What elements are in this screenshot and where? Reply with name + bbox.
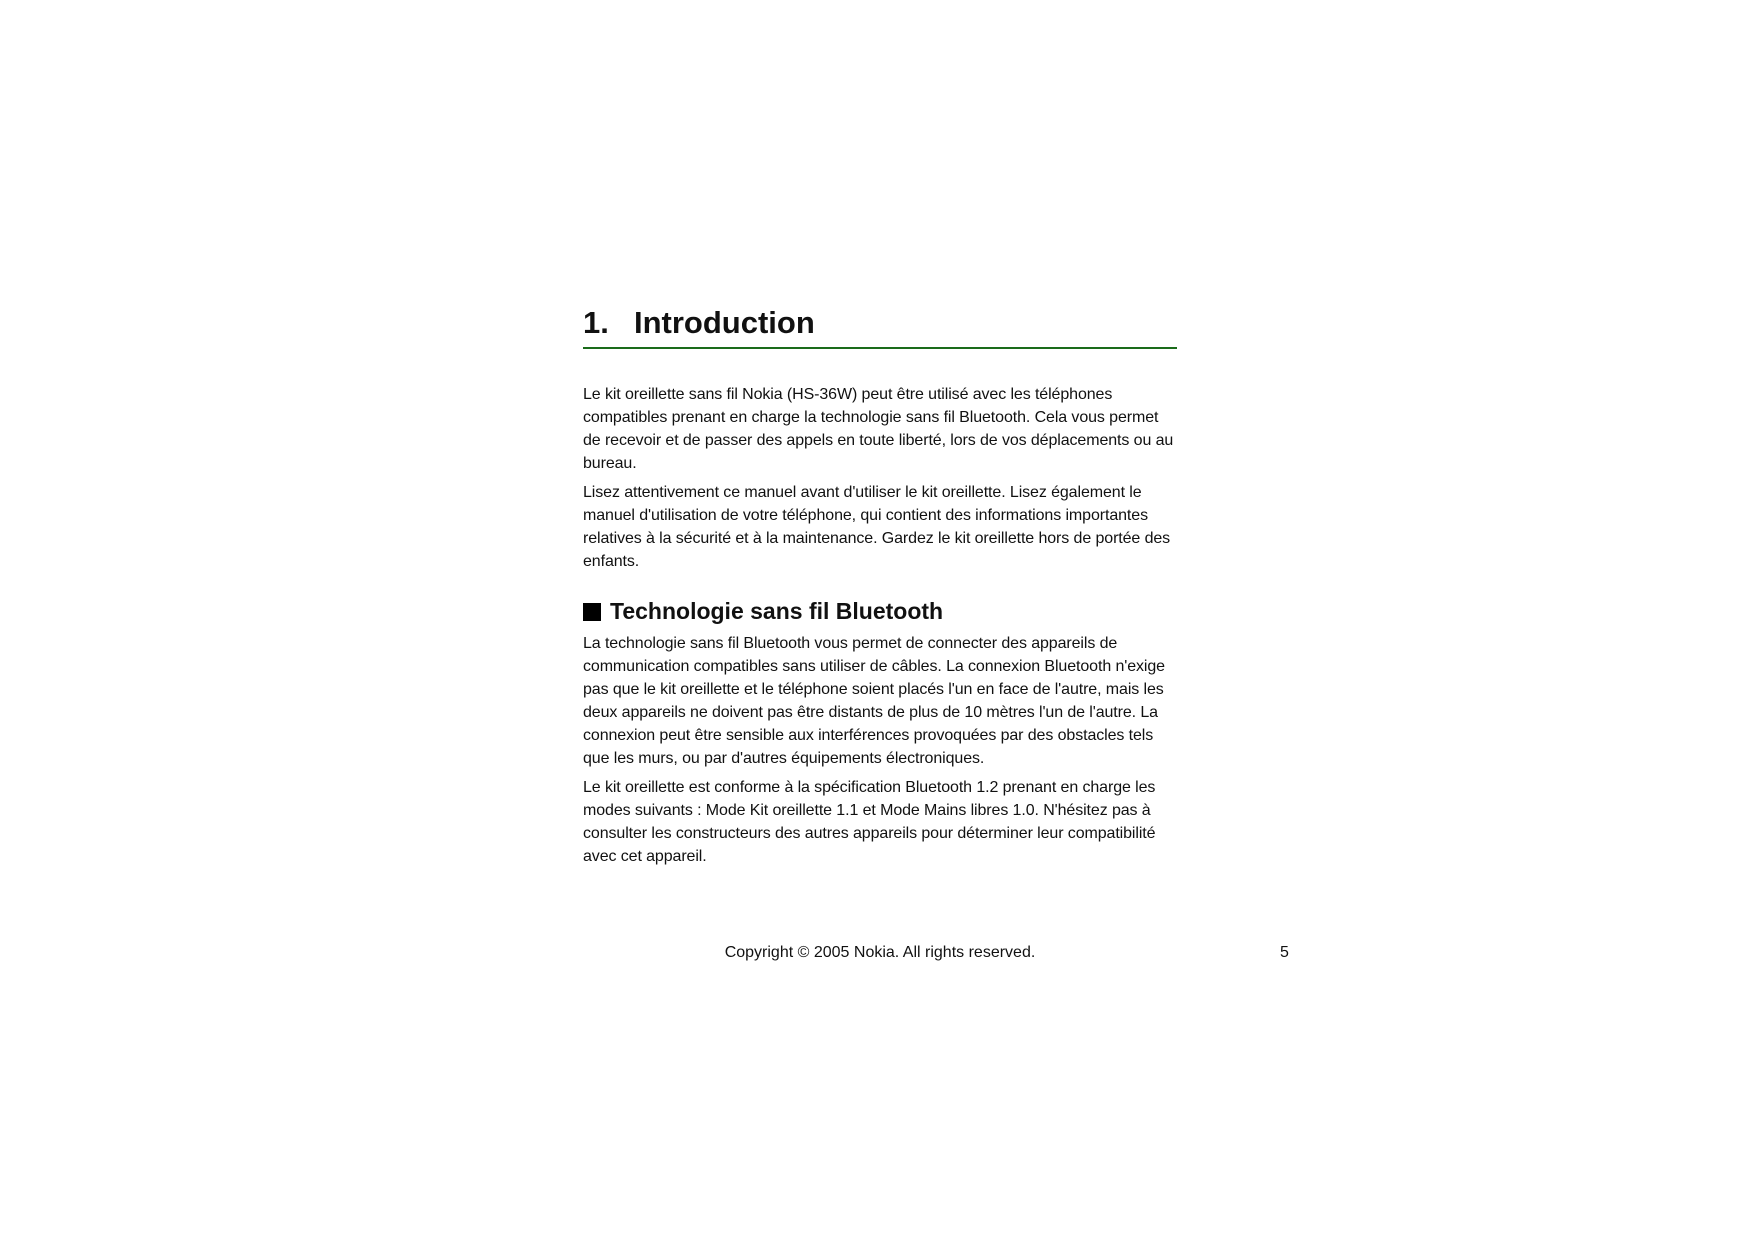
- intro-paragraph: Lisez attentivement ce manuel avant d'utiliser le kit oreillette. Lisez également le manuel d'utilisation de votre téléphone, qui contient des informations importantes relatives à la sécurité et à la maintenance. Gardez le kit oreillette hors de portée des enfants.: [583, 484, 1171, 570]
- section-paragraph: Le kit oreillette est conforme à la spécification Bluetooth 1.2 prenant en charge les modes suivants : Mode Kit oreillette 1.1 et Mode Mains libres 1.0. N'hésitez pas à consulter les constructeurs des autres appareils pour déterminer leur compatibilité avec cet appareil.: [583, 779, 1156, 865]
- section-heading: [583, 596, 943, 626]
- chapter-heading: [583, 303, 1177, 349]
- chapter-number: 1.: [583, 305, 609, 340]
- chapter-title: Introduction: [634, 305, 815, 340]
- footer-copyright: Copyright © 2005 Nokia. All rights reserved.: [724, 944, 1036, 961]
- page-number: 5: [1280, 944, 1289, 961]
- section-paragraph: La technologie sans fil Bluetooth vous permet de connecter des appareils de communication compatibles sans utiliser de câbles. La connexion Bluetooth n'exige pas que le kit oreillette et le téléphone soient placés l'un en face de l'autre, mais les deux appareils ne doivent pas être distants de plus de 10 mètres l'un de l'autre. La connexion peut être sensible aux interférences provoquées par des obstacles tels que les murs, ou par d'autres équipements électroniques.: [583, 635, 1165, 767]
- intro-paragraph: Le kit oreillette sans fil Nokia (HS-36W) peut être utilisé avec les téléphones compatibles prenant en charge la technologie sans fil Bluetooth. Cela vous permet de recevoir et de passer des appels en toute liberté, lors de vos déplacements ou au bureau.: [583, 386, 1174, 472]
- black-square-icon: [583, 603, 601, 621]
- section-title: Technologie sans fil Bluetooth: [610, 598, 944, 624]
